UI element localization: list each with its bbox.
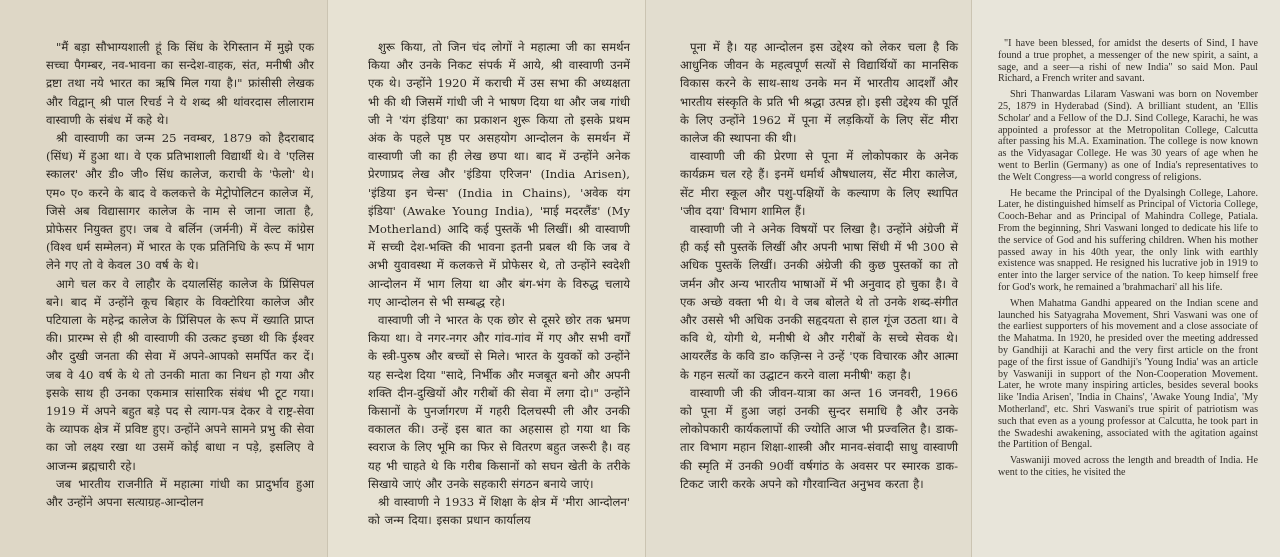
english-column xyxy=(972,0,1280,557)
column-text xyxy=(680,38,958,493)
hindi-column-3 xyxy=(646,0,972,557)
paragraph: जब भारतीय राजनीति में महात्मा गांधी का प्रादुर्भाव हुआ और उन्होंने अपना सत्याग्रह-आन्दोलन xyxy=(46,476,314,510)
paragraph: वास्वाणी जी ने अनेक विषयों पर लिखा है। उन्होंने अंग्रेजी में ही कई सौ पुस्तकें लिखीं और अपनी भाषा सिंधी में भी 300 से अधिक पुस्तकें लिखीं। उनकी अंग्रेजी की कुछ पुस्तकों का तो जर्मन और अन्य भारतीय भाषाओं में भी अनुवाद हो चुका है। वे एक अच्छे वक्ता भी थे। वे जब बोलते थे तो उनके शब्द-संगीत और उससे भी अधिक उनकी सहृदयता से हाल गूंज उठता था। वे कवि थे, योगी थे, मनीषी थे और गरीबों के सच्चे सेवक थे। आयरलैंड के कवि डा० कज़िन्स ने उन्हें 'एक विचारक और आत्मा के गहन सत्यों का उद्घाटन करने वाला मनीषी' कहा है। xyxy=(680,222,958,382)
paragraph: Shri Thanwardas Lilaram Vaswani was born on November 25, 1879 in Hyderabad (Sind). A brilliant student, an 'Ellis Scholar' and a Fellow of the D.J. Sind College, Karachi, he was appointed a professor at the Metropolitan College, Calcutta after passing his M.A. Examination. The college is now known as the Vidyasagar College. He was 30 years of age when he went to Berlin (Germany) as one of India's representatives to the Welt Congress—a world congress of religions. xyxy=(998,89,1258,183)
paragraph: वास्वाणी जी ने भारत के एक छोर से दूसरे छोर तक भ्रमण किया था। वे नगर-नगर और गांव-गांव में गए और सभी वर्गों के स्त्री-पुरुष और बच्चों से मिले। भारत के युवकों को उन्होंने यह सन्देश दिया "सादे, निर्भीक और मजबूत बनो और अपनी शक्ति दीन-दुखियों और गरीबों की सेवा में लगा दो।" उन्होंने किसानों के पुनर्जागरण में गहरी दिलचस्पी ली और उनकी वकालत की। उन्हें इस बात का अहसास हो गया था कि स्वराज के लिए भूमि का फिर से वितरण बहुत जरूरी है। वह यह भी चाहते थे कि गरीब किसानों को सघन खेती के तरीके सिखाये जाएं और उनके सहकारी संगठन बनाये जाएं। xyxy=(368,313,630,491)
paragraph: वास्वाणी जी की प्रेरणा से पूना में लोकोपकार के अनेक कार्यक्रम चल रहे हैं। इनमें धर्मार्थ औषधालय, सेंट मीरा कालेज, सेंट मीरा स्कूल और पशु-पक्षियों के कल्याण के लिए स्थापित 'जीव दया' विभाग शामिल हैं। xyxy=(680,149,958,218)
paragraph: श्री वास्वाणी का जन्म 25 नवम्बर, 1879 को हैदराबाद (सिंध) में हुआ था। वे एक प्रतिभाशाली विद्यार्थी थे। वे 'एलिस स्कालर' और डी० जी० सिंध कालेज, कराची के 'फेलो' थे। एम० ए० करने के बाद वे कलकत्ते के मेट्रोपोलिटन कालेज में, जिसे अब विद्यासागर कालेज के नाम से जाना जाता है, प्रोफेसर नियुक्त हुए। जब वे बर्लिन (जर्मनी) में वेल्ट कांग्रेस (विश्व धर्म सम्मेलन) में भारत के एक प्रतिनिधि के रूप में भाग लेने गए तो वे केवल 30 वर्ष के थे। xyxy=(46,131,314,273)
paragraph: When Mahatma Gandhi appeared on the Indian scene and launched his Satyagraha Movement, Shri Vaswani was one of the earliest supporters of his movement and a close associate of the Mahatma. In 1920, he presided over the meeting addressed by Gandhiji at Karachi and the very first article on the front page of the first issue of Gandhiji's 'Young India' was an article by Vaswaniji in support of the Non-Cooperation Movement. Later, he wrote many inspiring articles, besides several books like 'India Arisen', 'India in Chains', 'Awake Young India', 'My Motherland', etc. Shri Vaswani's true spirit of patriotism was such that even as a young professor at Calcutta, he took part in the Swadeshi awakening, associated with the agitation against the Partition of Bengal. xyxy=(998,297,1258,451)
hindi-column-2 xyxy=(328,0,646,557)
paragraph: पूना में है। यह आन्दोलन इस उद्देश्य को लेकर चला है कि आधुनिक जीवन के महत्वपूर्ण सत्यों से विद्यार्थियों का मानसिक विकास करने के साथ-साथ उनके मन में भारतीय आदर्शों और भारतीय संस्कृति के प्रति भी श्रद्धा उत्पन्न हो। इसी उद्देश्य की पूर्ति के लिए उन्होंने 1962 में पूना में लड़कियों के लिए सेंट मीरा कालेज की स्थापना की थी। xyxy=(680,40,958,146)
column-text xyxy=(998,38,1258,479)
paragraph: श्री वास्वाणी ने 1933 में शिक्षा के क्षेत्र में 'मीरा आन्दोलन' को जन्म दिया। इसका प्रधान कार्यालय xyxy=(368,495,630,528)
paragraph: "मैं बड़ा सौभाग्यशाली हूं कि सिंध के रेगिस्तान में मुझे एक सच्चा पैगम्बर, नव-भावना का सन्देश-वाहक, संत, मनीषी और द्रष्टा तथा नये भारत का ऋषि मिल गया है।" फ्रांसीसी लेखक और विद्वान् श्री पाल रिचर्ड ने ये शब्द श्री थांवरदास लीलाराम वास्वाणी के संबंध में कहे थे। xyxy=(46,40,314,127)
paragraph: He became the Principal of the Dyalsingh College, Lahore. Later, he distinguished himself as Principal of Victoria College, Cooch-Behar and as Principal of Mahindra College, Patiala. From the beginning, Shri Vaswani longed to dedicate his life to the service of God and his suffering children. When his mother passed away in his 40th year, the only link with earthly existence was snapped. He resigned his lucrative job in 1919 to enter into the larger service of the nation. To keep himself free for God's work, he remained a 'brahmachari' all his life. xyxy=(998,187,1258,293)
paragraph: वास्वाणी जी की जीवन-यात्रा का अन्त 16 जनवरी, 1966 को पूना में हुआ जहां उनकी सुन्दर समाधि है और उनके लोकोपकारी कार्यकलापों की ज्योति आज भी प्रज्वलित है। डाक-तार विभाग महान शिक्षा-शास्त्री और मानव-संवादी साधु वास्वाणी की स्मृति में उनकी 90वीं वर्षगांठ के अवसर पर स्मारक डाक-टिकट जारी करके अपने को गौरवान्वित अनुभव करता है। xyxy=(680,385,958,491)
paragraph: शुरू किया, तो जिन चंद लोगों ने महात्मा जी का समर्थन किया और उनके निकट संपर्क में आये, श्री वास्वाणी उनमें एक थे। उन्होंने 1920 में कराची में उस सभा की अध्यक्षता भी की थी जिसमें गांधी जी ने भाषण दिया था और जब गांधी जी ने 'यंग इंडिया' का प्रकाशन शुरू किया तो इसके प्रथम अंक के पहले पृष्ठ पर असहयोग आन्दोलन के समर्थन में वास्वाणी जी का ही लेख छपा था। बाद में उन्होंने अनेक प्रेरणाप्रद लेख और 'इंडिया एरिजन' (India Arisen), 'इंडिया इन चेन्स' (India in Chains), 'अवेक यंग इंडिया' (Awake Young India), 'माई मदरलैंड' (My Motherland) आदि कई पुस्तकें भी लिखीं। श्री वास्वाणी में सच्ची देश-भक्ति की भावना इतनी प्रबल थी कि जब वे अभी युवावस्था में कलकत्ते में प्रोफेसर थे, तो उन्होंने स्वदेशी आन्दोलन में भाग लिया था और बंग-भंग के विरुद्ध चलाये गए आन्दोलन से भी सम्बद्ध रहे। xyxy=(368,40,630,309)
column-text xyxy=(46,38,314,511)
paragraph: आगे चल कर वे लाहौर के दयालसिंह कालेज के प्रिंसिपल बने। बाद में उन्होंने कूच बिहार के विक्टोरिया कालेज और पटियाला के महेन्द्र कालेज के प्रिंसिपल के रूप में ख्याति प्राप्त की। प्रारम्भ से ही श्री वास्वाणी की उत्कट इच्छा थी कि ईश्वर और दुखी जनता की सेवा में अपने-आपको समर्पित कर दें। जब वे 40 वर्ष के थे तो उनकी माता का निधन हो गया और इसके साथ ही उनका एकमात्र सांसारिक संबंध भी टूट गया। 1919 में अपने बहुत बड़े पद से त्याग-पत्र देकर वे राष्ट्र-सेवा के व्यापक क्षेत्र में प्रविष्ट हुए। उन्होंने अपने सामने प्रभु की सेवा का जो लक्ष्य रखा था उसमें कोई बाधा न पड़े, इसलिए वे आजन्म ब्रह्मचारी रहे। xyxy=(46,276,314,473)
paragraph: Vaswaniji moved across the length and breadth of India. He went to the cities, he visited the xyxy=(998,455,1258,478)
column-text xyxy=(368,38,630,529)
quote-paragraph: "I have been blessed, for amidst the deserts of Sind, I have found a true prophet, a messenger of the new spirit, a saint, a sage, and a seer—a rishi of new India" so said Mon. Paul Richard, a French writer and savant. xyxy=(998,38,1258,85)
hindi-column-1 xyxy=(0,0,328,557)
